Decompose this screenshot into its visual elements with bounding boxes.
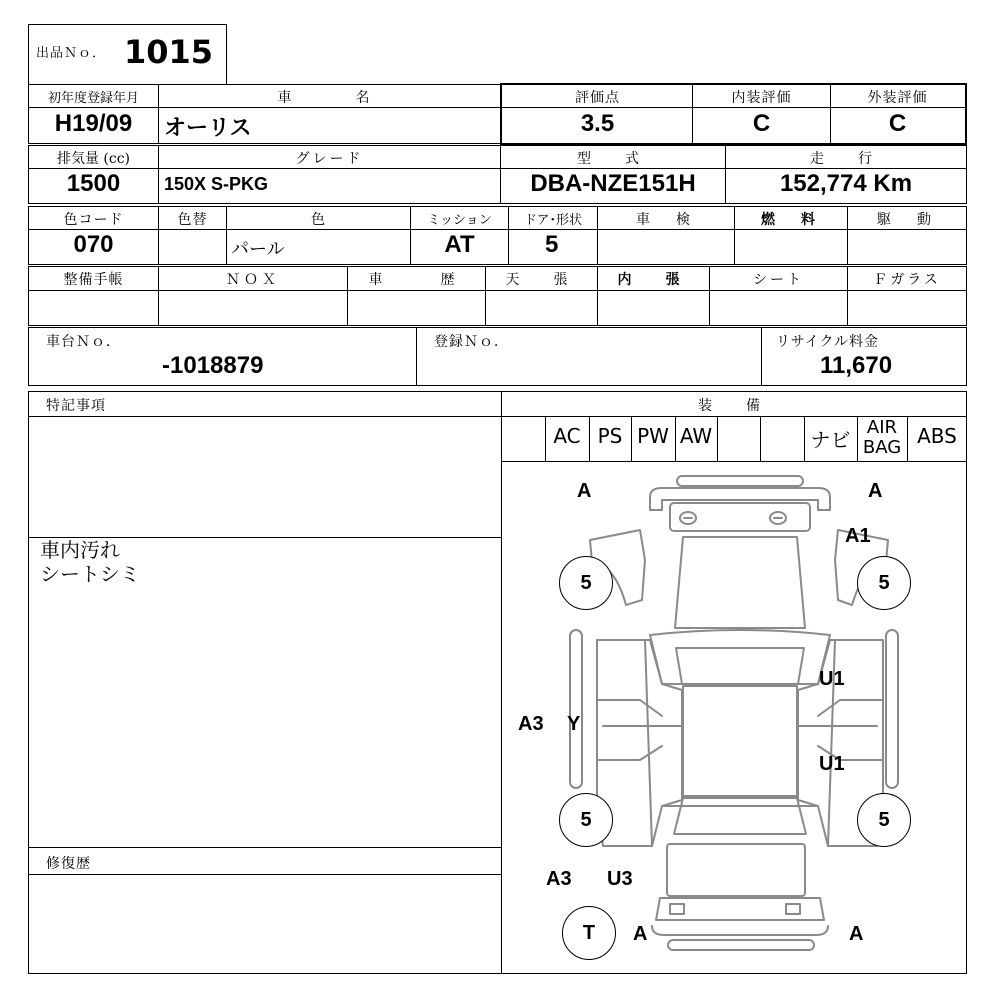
- equipment-label: 装 備: [698, 398, 770, 414]
- chassis-label: 車台Ｎｏ．: [46, 334, 121, 350]
- left-side-molding: [570, 630, 582, 788]
- car-name-value: オーリス: [164, 116, 252, 141]
- type-value: DBA-NZE151H: [530, 170, 696, 197]
- note-line-2: シートシミ: [40, 562, 140, 586]
- color-label: 色: [311, 212, 326, 228]
- inspection-value-cell: [597, 229, 735, 265]
- interior-label: 内装評価: [731, 90, 792, 106]
- equip-item-ps: PS: [597, 424, 623, 448]
- mission-label: ミッション: [427, 213, 492, 228]
- recycle-label: リサイクル料金: [776, 334, 880, 350]
- history-label: 車 歴: [368, 272, 465, 288]
- equip-item-pw: PW: [637, 424, 669, 448]
- fuel-value-cell: [734, 229, 848, 265]
- interior-trim-value-cell: [597, 290, 710, 326]
- note-line-1: 車内汚れ: [40, 538, 120, 562]
- mark-left-side-a3: A3: [518, 713, 544, 735]
- lot-number-label: 出品Ｎｏ．: [36, 46, 107, 61]
- seat-value-cell: [709, 290, 848, 326]
- interior-trim-label: 内 張: [617, 272, 690, 288]
- reg-date-label: 初年度登録年月: [47, 91, 139, 106]
- tire-front-right: 5: [857, 556, 911, 610]
- seat-label: シート: [753, 272, 804, 288]
- equip-item-navi: ナビ: [810, 428, 851, 452]
- maintenance-value-cell: [28, 290, 159, 326]
- mark-rear-left-u3: U3: [607, 868, 633, 890]
- fglass-value-cell: [847, 290, 967, 326]
- equip-item-airbag: AIR BAG: [862, 417, 902, 458]
- right-side-molding: [886, 630, 898, 788]
- mark-right-rear-door: U1: [819, 753, 845, 775]
- mark-front-right-fender: A1: [845, 525, 871, 547]
- door-value: 5: [545, 231, 559, 258]
- mark-rear-bumper-left: A: [633, 923, 648, 945]
- fglass-label: Ｆガラス: [873, 272, 941, 288]
- grade-value: 150X S-PKG: [164, 174, 269, 194]
- repair-label: 修復歴: [46, 856, 91, 872]
- score-label: 評価点: [575, 90, 620, 106]
- mark-right-front-door: U1: [819, 668, 845, 690]
- mark-left-side-y: Y: [567, 713, 581, 735]
- drive-value-cell: [847, 229, 967, 265]
- hood: [675, 537, 805, 628]
- equip-item-ac: AC: [553, 424, 581, 448]
- lot-number-value: 1015: [124, 33, 214, 71]
- notes-label: 特記事項: [46, 398, 106, 414]
- rear-hatch: [667, 844, 805, 896]
- equip-sep-5: [717, 416, 718, 462]
- equip-sep-6: [760, 416, 761, 462]
- notes-area: [28, 416, 502, 848]
- ceiling-label: 天 張: [505, 272, 578, 288]
- color-code-value: 070: [73, 231, 114, 258]
- nox-label: ＮＯＸ: [226, 272, 280, 288]
- recycle-value: 11,670: [820, 352, 893, 379]
- ceiling-value-cell: [485, 290, 598, 326]
- displacement-label: 排気量 (cc): [56, 151, 131, 167]
- car-name-label: 車 名: [277, 90, 382, 106]
- mark-front-left: A: [577, 480, 592, 502]
- score-value: 3.5: [580, 110, 615, 137]
- interior-value: C: [752, 110, 771, 137]
- recolor-label: 色替: [177, 212, 208, 228]
- nox-value-cell: [158, 290, 348, 326]
- color-value: パール: [231, 239, 285, 260]
- mission-value: AT: [444, 231, 475, 258]
- tire-rear-right: 5: [857, 793, 911, 847]
- displacement-value: 1500: [66, 170, 121, 197]
- rear-window: [674, 798, 806, 834]
- rear-bumper: [652, 898, 828, 950]
- mark-front-right: A: [868, 480, 883, 502]
- history-value-cell: [347, 290, 486, 326]
- type-label: 型 式: [577, 151, 649, 167]
- grade-label: グレード: [295, 151, 364, 167]
- mileage-label: 走 行: [810, 151, 882, 167]
- color-code-label: 色コード: [63, 212, 124, 228]
- equip-item-abs: ABS: [917, 424, 957, 448]
- regno-label: 登録Ｎｏ．: [434, 334, 509, 350]
- recolor-value-cell: [158, 229, 227, 265]
- reg-date-value: H19/09: [54, 110, 133, 137]
- chassis-value: -1018879: [162, 352, 264, 379]
- tire-front-left: 5: [559, 556, 613, 610]
- repair-area: [28, 874, 502, 974]
- front-bumper: [650, 476, 830, 531]
- maintenance-label: 整備手帳: [63, 272, 124, 288]
- repair-label-cell: [28, 847, 502, 875]
- exterior-value: C: [888, 110, 907, 137]
- fuel-label: 燃 料: [761, 212, 821, 228]
- drive-label: 駆 動: [877, 212, 937, 228]
- roof: [683, 686, 797, 796]
- mark-rear-left-a3: A3: [546, 868, 572, 890]
- door-label: ドア･形状: [523, 213, 583, 228]
- tire-spare: T: [562, 906, 616, 960]
- mark-rear-bumper-right: A: [849, 923, 864, 945]
- inspection-label: 車 検: [636, 212, 696, 228]
- exterior-label: 外装評価: [867, 90, 928, 106]
- tire-rear-left: 5: [559, 793, 613, 847]
- mileage-value: 152,774 Km: [779, 170, 913, 197]
- equip-item-aw: AW: [679, 424, 713, 448]
